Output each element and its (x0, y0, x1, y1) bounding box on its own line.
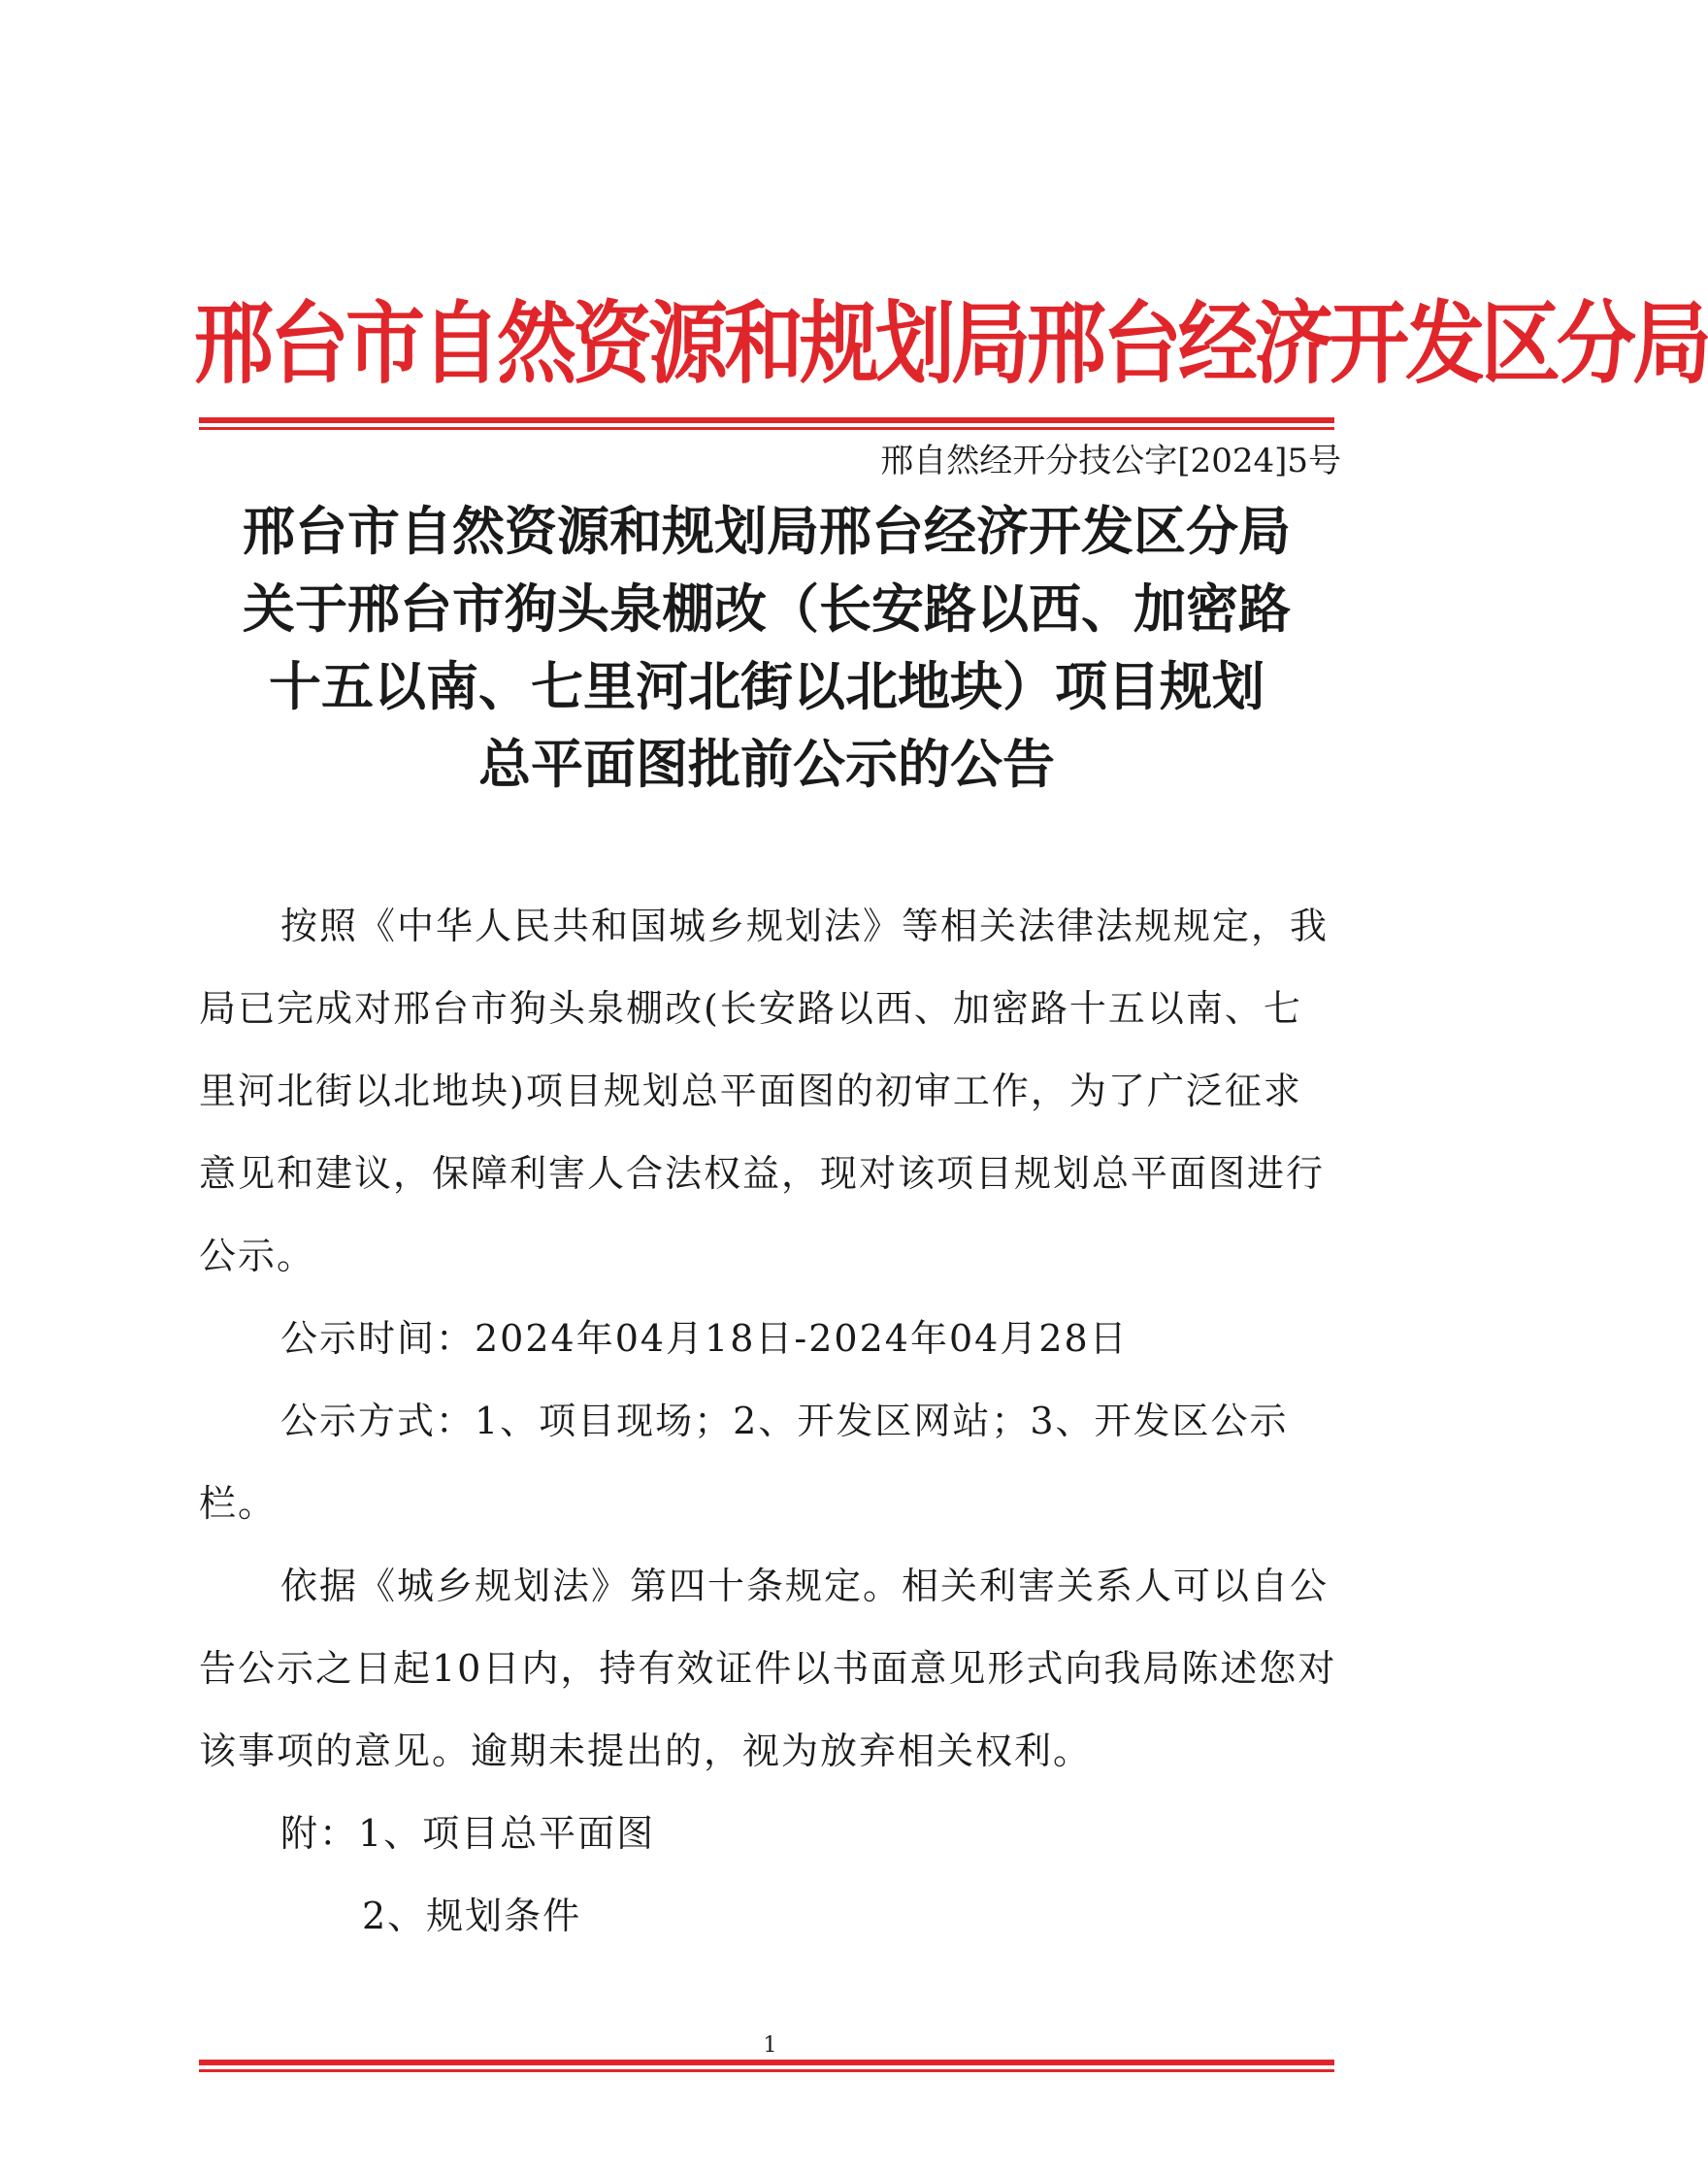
red-rule-thick (199, 417, 1334, 423)
footer-rule-thin (199, 2069, 1334, 2072)
title-line-4: 总平面图批前公示的公告 (478, 734, 1055, 795)
masthead: 邢台市自然资源和规划局邢台经济开发区分局 (194, 293, 1708, 397)
document-number: 邢自然经开分技公字[2024]5号 (880, 442, 1341, 480)
paragraph-basis: 依据《城乡规划法》第四十条规定。相关利害关系人可以自公告公示之日起10日内，持有效证件以书面意见形式向我局陈述您对该事项的意见。逾期未提出的，视为放弃相关权利。 (199, 1565, 1337, 1772)
paragraph-method: 公示方式：1、项目现场；2、开发区网站；3、开发区公示栏。 (199, 1400, 1289, 1525)
document-body (199, 885, 1339, 1958)
paragraph-period: 公示时间：2024年04月18日-2024年04月28日 (280, 1317, 1129, 1360)
title-line-1: 邢台市自然资源和规划局邢台经济开发区分局 (243, 501, 1291, 562)
footer-rule-thick (199, 2060, 1334, 2065)
footer-red-rule (199, 2060, 1334, 2073)
title-line-2: 关于邢台市狗头泉棚改（长安路以西、加密路 (243, 578, 1291, 640)
title-line-3: 十五以南、七里河北街以北地块）项目规划 (269, 656, 1265, 717)
attachment-1: 附：1、项目总平面图 (280, 1812, 656, 1855)
paragraph-intro: 按照《中华人民共和国城乡规划法》等相关法律法规规定，我局已完成对邢台市狗头泉棚改(长安路以西、加密路十五以南、七里河北街以北地块)项目规划总平面图的初审工作，为了广泛征求意见和建议，保障利害人合法权益，现对该项目规划总平面图进行公示。 (199, 905, 1330, 1277)
page-number: 1 (763, 2033, 777, 2058)
document-title (194, 493, 1339, 804)
masthead-red-rule (199, 417, 1334, 431)
attachment-2: 2、规划条件 (362, 1895, 582, 1937)
red-rule-thin (199, 427, 1334, 430)
